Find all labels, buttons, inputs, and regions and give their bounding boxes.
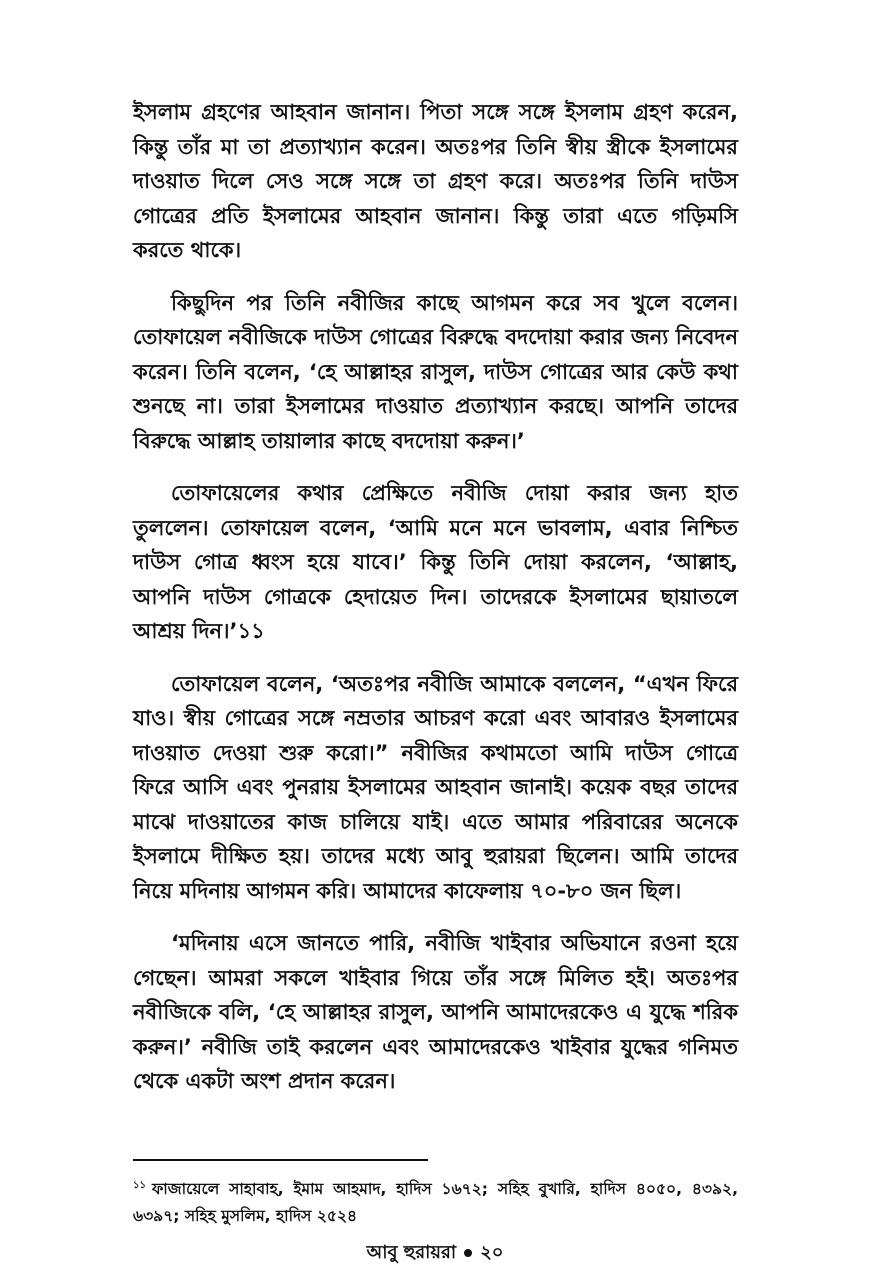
footnote-marker: ১১ [133,1180,146,1191]
page-number: ২০ [480,1242,504,1263]
footnote-divider [133,1159,428,1161]
bullet-icon [464,1249,472,1257]
paragraph: কিছুদিন পর তিনি নবীজির কাছে আগমন করে সব খুলে বলেন। তোফায়েল নবীজিকে দাউস গোত্রের বিরুদ্ধে বদদোয়া করার জন্য নিবেদন করেন। তিনি বলেন, ‘হে আল্লাহর রাসুল, দাউস গোত্রের আর কেউ কথা শুনছে না। তারা ইসলামের দাওয়াত প্রত্যাখ্যান করছে। আপনি তাদের বিরুদ্ধে আল্লাহ তায়ালার কাছে বদদোয়া করুন।’ [133,290,738,453]
paragraph: তোফায়েলের কথার প্রেক্ষিতে নবীজি দোয়া করার জন্য হাত তুললেন। তোফায়েল বলেন, ‘আমি মনে মনে ভাবলাম, এবার নিশ্চিত দাউস গোত্র ধ্বংস হয়ে যাবে।’ কিন্তু তিনি দোয়া করলেন, ‘আল্লাহ, আপনি দাউস গোত্রকে হেদায়েত দিন। তাদেরকে ইসলামের ছায়াতলে আশ্রয় দিন।’১১ [133,481,738,643]
running-title: আবু হুরায়রা [366,1242,457,1263]
footnote [133,1172,738,1230]
body-text [133,95,738,1117]
page-footer [0,1238,870,1269]
footnote-text: ফাজায়েলে সাহাবাহ, ইমাম আহমাদ, হাদিস ১৬৭২; সহিহ বুখারি, হাদিস ৪০৫০, ৪৩৯২, ৬৩৯৭; সহিহ মুসলিম, হাদিস ২৫২৪ [133,1180,738,1225]
paragraph: তোফায়েল বলেন, ‘অতঃপর নবীজি আমাকে বললেন, “এখন ফিরে যাও। স্বীয় গোত্রের সঙ্গে নম্রতার আচরণ করো এবং আবারও ইসলামের দাওয়াত দেওয়া শুরু করো।” নবীজির কথামতো আমি দাউস গোত্রে ফিরে আসি এবং পুনরায় ইসলামের আহবান জানাই। কয়েক বছর তাদের মাঝে দাওয়াতের কাজ চালিয়ে যাই। এতে আমার পরিবারের অনেকে ইসলামে দীক্ষিত হয়। তাদের মধ্যে আবু হুরায়রা ছিলেন। আমি তাদের নিয়ে মদিনায় আগমন করি। আমাদের কাফেলায় ৭০-৮০ জন ছিল। [133,671,738,903]
paragraph: ইসলাম গ্রহণের আহবান জানান। পিতা সঙ্গে সঙ্গে ইসলাম গ্রহণ করেন, কিন্তু তাঁর মা তা প্রত্যাখ্যান করেন। অতঃপর তিনি স্বীয় স্ত্রীকে ইসলামের দাওয়াত দিলে সেও সঙ্গে সঙ্গে তা গ্রহণ করে। অতঃপর তিনি দাউস গোত্রের প্রতি ইসলামের আহবান জানান। কিন্তু তারা এতে গড়িমসি করতে থাকে। [133,100,738,262]
paragraph: ‘মদিনায় এসে জানতে পারি, নবীজি খাইবার অভিযানে রওনা হয়ে গেছেন। আমরা সকলে খাইবার গিয়ে তাঁর সঙ্গে মিলিত হই। অতঃপর নবীজিকে বলি, ‘হে আল্লাহর রাসুল, আপনি আমাদেরকেও এ যুদ্ধে শরিক করুন।’ নবীজি তাই করলেন এবং আমাদেরকেও খাইবার যুদ্ধের গনিমত থেকে একটা অংশ প্রদান করেন। [133,931,738,1093]
